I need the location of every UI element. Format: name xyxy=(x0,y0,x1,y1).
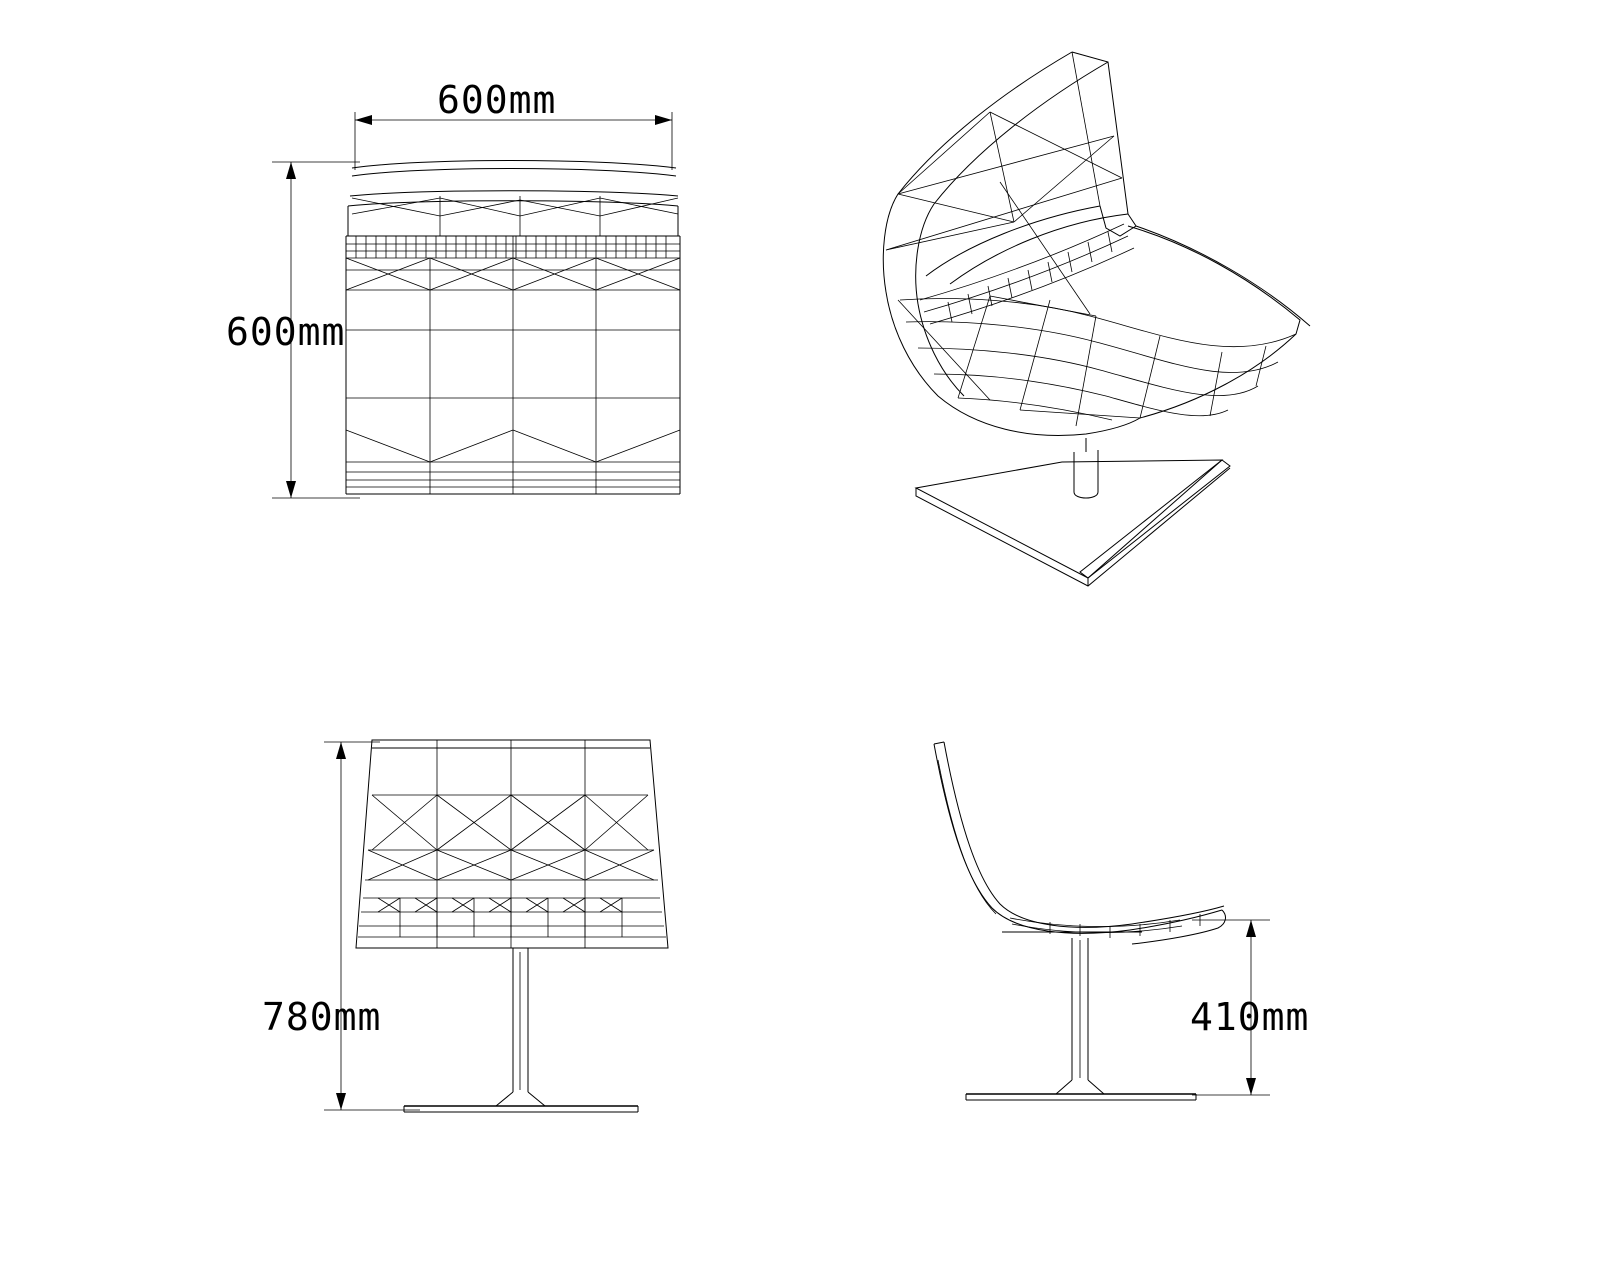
top-view-mesh xyxy=(346,236,680,494)
iso-rib-band xyxy=(920,224,1134,324)
side-view xyxy=(934,742,1270,1100)
front-view-backrest xyxy=(356,740,668,948)
side-view-pedestal xyxy=(966,938,1196,1100)
dimension-label-total-height: 780mm xyxy=(262,995,382,1039)
front-view-pedestal xyxy=(404,948,638,1112)
iso-pedestal xyxy=(916,438,1230,586)
isometric-view xyxy=(883,52,1310,586)
dimension-label-front-height: 600mm xyxy=(226,310,346,354)
dimension-label-top-width: 600mm xyxy=(437,78,557,122)
top-view-upper-mesh xyxy=(352,196,678,236)
dimension-label-seat-height: 410mm xyxy=(1190,995,1310,1039)
iso-backrest xyxy=(883,52,1136,304)
side-view-profile xyxy=(934,742,1225,944)
top-view xyxy=(272,112,680,498)
front-view xyxy=(324,740,668,1112)
